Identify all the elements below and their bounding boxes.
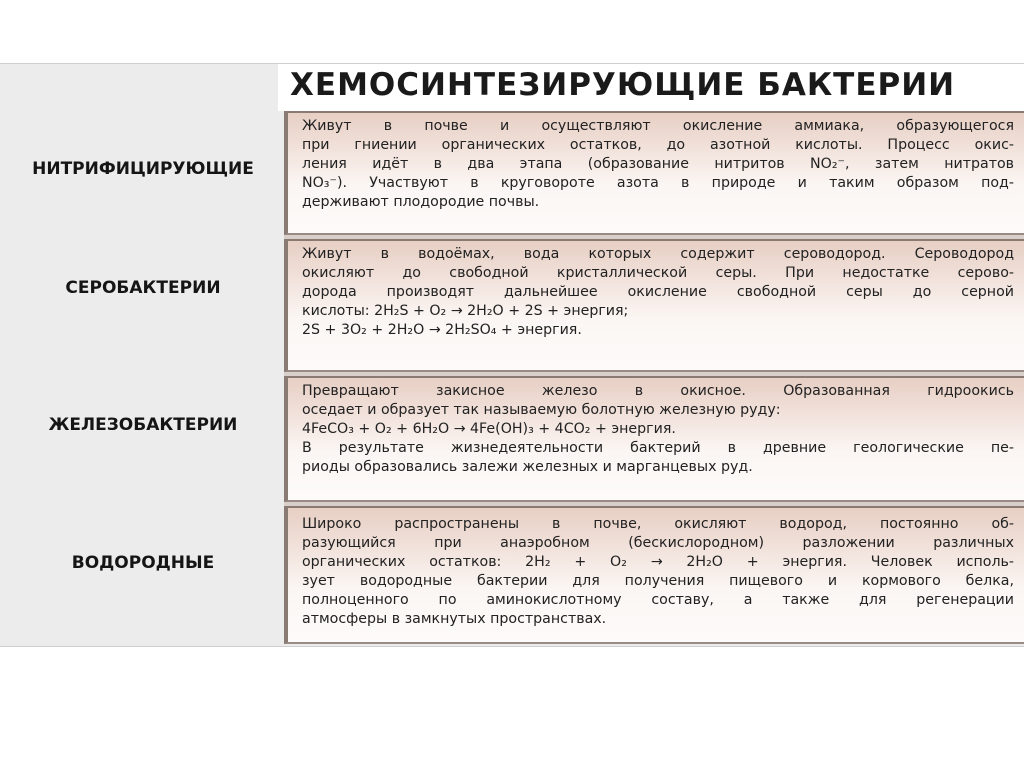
text-line: NO₃⁻). Участвуют в круговороте азота в природе и таким образом под- bbox=[302, 175, 1014, 191]
description-box-nitrifying bbox=[284, 111, 1024, 235]
text-line: зует водородные бактерии для получения пищевого и кормового белка, bbox=[302, 573, 1014, 589]
text-line: окисляют до свободной кристаллической серы. При недостатке серово- bbox=[302, 265, 1014, 281]
text-line: дорода производят дальнейшее окисление свободной серы до серной bbox=[302, 284, 1014, 300]
category-label-sulfur: СЕРОБАКТЕРИИ bbox=[65, 278, 221, 298]
text-line: ления идёт в два этапа (образование нитритов NO₂⁻, затем нитратов bbox=[302, 156, 1014, 172]
text-line: 4FeCO₃ + O₂ + 6H₂O → 4Fe(OH)₃ + 4CO₂ + энергия. bbox=[302, 421, 676, 437]
text-line: Широко распространены в почве, окисляют водород, постоянно об- bbox=[302, 516, 1014, 532]
category-label-nitrifying: НИТРИФИЦИРУЮЩИЕ bbox=[32, 159, 254, 179]
text-line: при гниении органических остатков, до азотной кислоты. Процесс окис- bbox=[302, 137, 1014, 153]
text-line: риоды образовались залежи железных и марганцевых руд. bbox=[302, 459, 753, 475]
text-line: В результате жизнедеятельности бактерий в древние геологические пе- bbox=[302, 440, 1014, 456]
text-line: Живут в почве и осуществляют окисление аммиака, образующегося bbox=[302, 118, 1014, 134]
text-line: Превращают закисное железо в окисное. Образованная гидроокись bbox=[302, 383, 1014, 399]
category-label-iron: ЖЕЛЕЗОБАКТЕРИИ bbox=[48, 415, 238, 435]
text-line: разующийся при анаэробном (бескислородном) разложении различных bbox=[302, 535, 1014, 551]
text-line: оседает и образует так называемую болотную железную руду: bbox=[302, 402, 781, 418]
text-line: Живут в водоёмах, вода которых содержит сероводород. Сероводород bbox=[302, 246, 1014, 262]
page-title: ХЕМОСИНТЕЗИРУЮЩИЕ БАКТЕРИИ bbox=[290, 67, 956, 103]
text-line: 2S + 3O₂ + 2H₂O → 2H₂SO₄ + энергия. bbox=[302, 322, 582, 338]
slide bbox=[0, 63, 1024, 647]
description-box-sulfur bbox=[284, 239, 1024, 372]
description-box-hydrogen bbox=[284, 506, 1024, 644]
category-label-hydrogen: ВОДОРОДНЫЕ bbox=[71, 553, 215, 573]
description-box-iron bbox=[284, 376, 1024, 502]
text-line: атмосферы в замкнутых пространствах. bbox=[302, 611, 607, 627]
text-line: держивают плодородие почвы. bbox=[302, 194, 540, 210]
text-line: кислоты: 2H₂S + O₂ → 2H₂O + 2S + энергия; bbox=[302, 303, 629, 319]
text-line: полноценного по аминокислотному составу, а также для регенерации bbox=[302, 592, 1014, 608]
text-line: органических остатков: 2H₂ + O₂ → 2H₂O + энергия. Человек исполь- bbox=[302, 554, 1014, 570]
